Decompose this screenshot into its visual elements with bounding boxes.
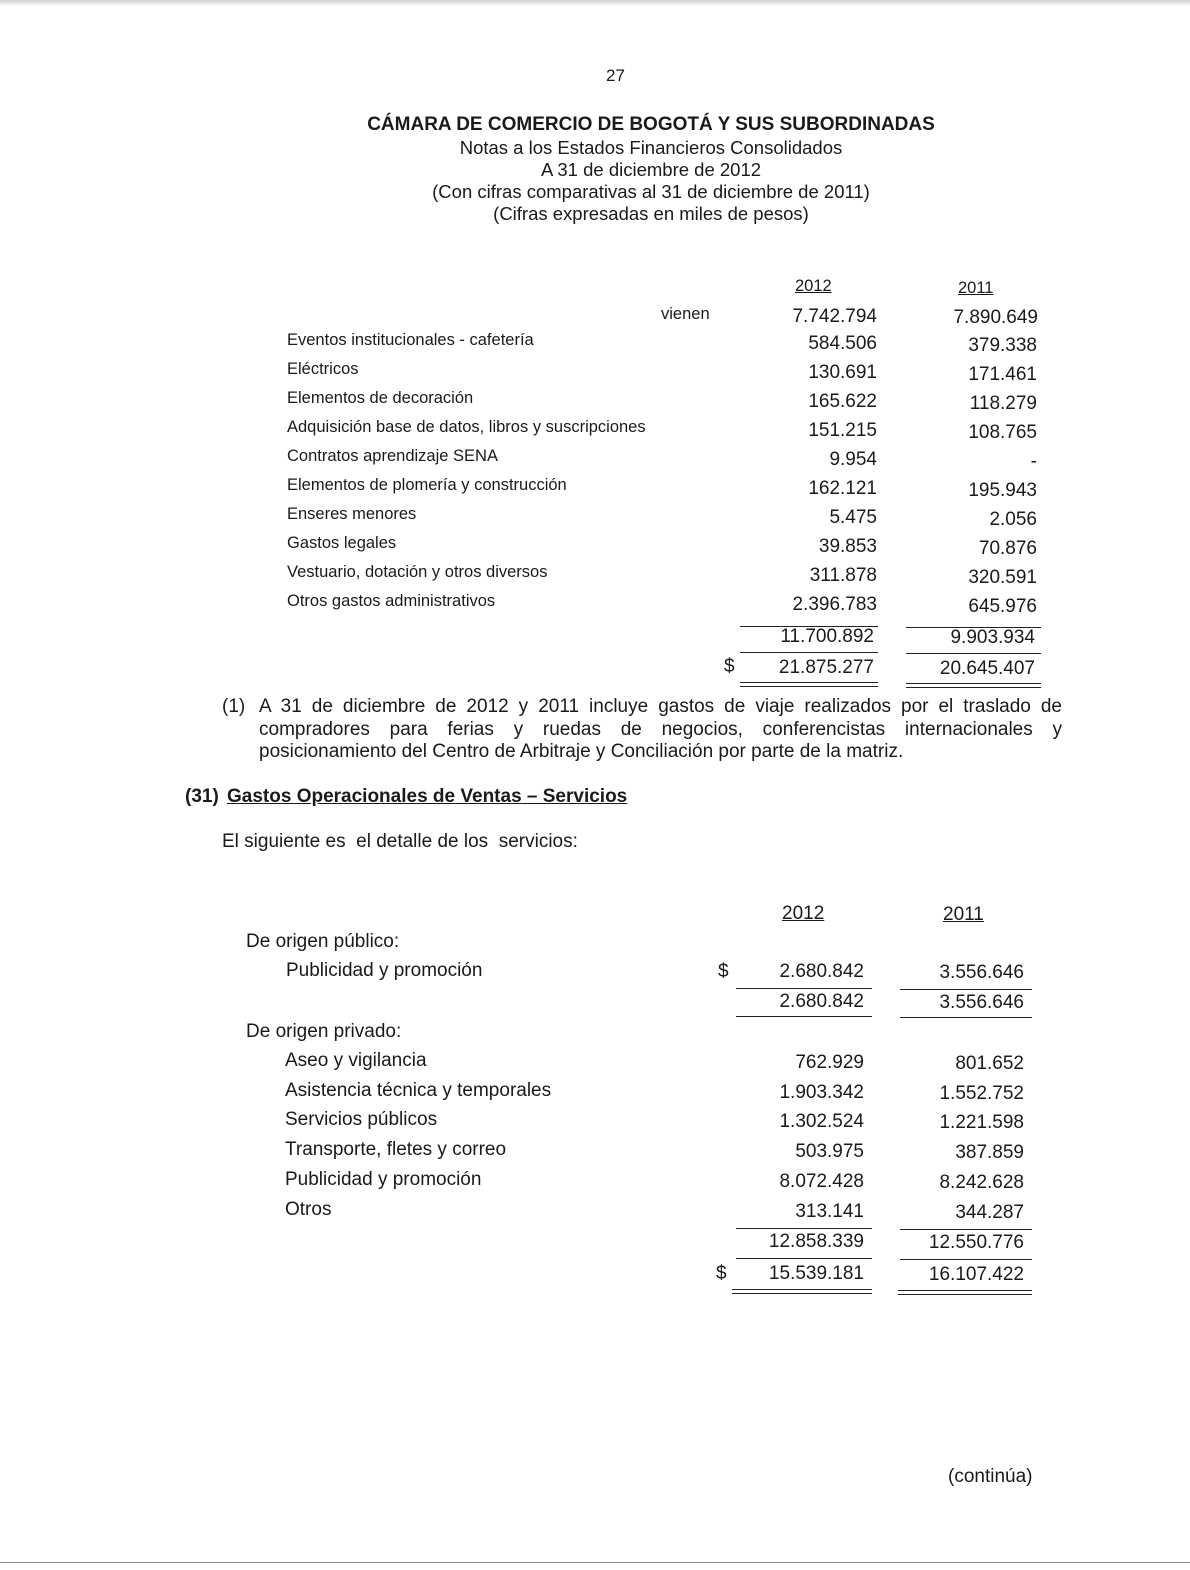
table1-row-2012: 2.396.783	[792, 594, 877, 615]
table1-row-2011: 195.943	[968, 480, 1037, 501]
table1-row-2012: 9.954	[829, 449, 877, 470]
footnote-line-2: compradores para ferias y ruedas de negocios, conferencistas internacionales y	[259, 719, 1062, 740]
table1-row-2011: 108.765	[968, 422, 1037, 443]
table1-total-2011: 20.645.407	[939, 658, 1035, 679]
section-intro: El siguiente es el detalle de los servicios:	[222, 831, 578, 852]
privado-row-2011: 387.859	[955, 1142, 1024, 1164]
table1-row-2012: 151.215	[808, 420, 877, 441]
header-subtitle: Notas a los Estados Financieros Consolidados	[459, 137, 843, 158]
publico-row-label: Publicidad y promoción	[286, 960, 483, 981]
table1-row-2012: 5.475	[829, 507, 877, 528]
table1-double-rule-2011-b	[906, 687, 1041, 688]
publico-subtotal-2011: 3.556.646	[939, 992, 1024, 1013]
footnote-line-3: posicionamiento del Centro de Arbitraje y Conciliación por parte de la matriz.	[259, 741, 904, 762]
privado-rule-2011	[900, 1229, 1032, 1230]
carried-2012: 7.742.794	[792, 306, 877, 327]
privado-rule-2012	[736, 1228, 872, 1229]
privado-group-label: De origen privado:	[246, 1021, 402, 1042]
privado-row-2012: 313.141	[795, 1200, 864, 1222]
scan-top-edge	[0, 0, 1190, 6]
table1-row-2011: 379.338	[968, 335, 1037, 356]
section-number: (31)	[185, 786, 219, 807]
privado-row-2012: 1.302.524	[779, 1111, 864, 1133]
table1-row-2012: 162.121	[808, 478, 877, 499]
table1-double-rule-2011-a	[906, 683, 1041, 684]
table1-col-2011: 2011	[958, 279, 994, 297]
privado-row-2011: 8.242.628	[939, 1171, 1024, 1193]
privado-row-label: Publicidad y promoción	[285, 1168, 482, 1190]
publico-row-2012: 2.680.842	[779, 961, 864, 982]
publico-currency: $	[718, 961, 729, 982]
carried-2011: 7.890.649	[953, 307, 1038, 328]
privado-row-2012: 762.929	[795, 1052, 864, 1073]
header-units: (Cifras expresadas en miles de pesos)	[493, 203, 809, 224]
table1-row-label: Adquisición base de datos, libros y suscripciones	[287, 418, 646, 436]
table2-double-rule-2011-b	[898, 1294, 1032, 1295]
table1-row-2011: -	[1030, 451, 1037, 472]
table1-row-2012: 584.506	[808, 333, 877, 354]
table2-col-2012: 2012	[782, 903, 825, 924]
table2-double-rule-2012-a	[732, 1289, 872, 1290]
scan-bottom-edge	[0, 1562, 1190, 1563]
table1-row-2011: 171.461	[968, 364, 1037, 385]
table2-double-rule-2012-b	[732, 1293, 872, 1294]
privado-row-label: Servicios públicos	[285, 1109, 438, 1131]
table1-row-label: Gastos legales	[287, 534, 397, 552]
publico-row-2011: 3.556.646	[939, 962, 1024, 983]
table1-row-2012: 311.878	[809, 565, 877, 586]
table2-total-2012: 15.539.181	[768, 1263, 864, 1284]
header-date: A 31 de diciembre de 2012	[540, 159, 762, 180]
table1-row-2011: 118.279	[969, 393, 1037, 414]
footnote-line-1: A 31 de diciembre de 2012 y 2011 incluye gastos de viaje realizados por el traslado de	[259, 696, 1062, 717]
privado-row-2011: 344.287	[955, 1201, 1024, 1223]
header-comparative: (Con cifras comparativas al 31 de diciembre de 2011)	[432, 181, 870, 202]
table1-subtotal-2011: 9.903.934	[950, 627, 1035, 648]
carried-forward-label: vienen	[661, 305, 710, 323]
privado-row-label: Aseo y vigilancia	[285, 1050, 427, 1071]
table1-row-label: Elementos de decoración	[287, 389, 474, 407]
privado-subtotal-rule-2012	[736, 1258, 872, 1259]
publico-subtotal-rule-2011	[900, 1017, 1032, 1018]
privado-subtotal-2012: 12.858.339	[768, 1231, 864, 1252]
table1-row-2012: 130.691	[808, 362, 877, 383]
page-number: 27	[606, 66, 625, 85]
table1-total-2012: 21.875.277	[778, 657, 874, 678]
table1-row-2012: 39.853	[818, 536, 877, 557]
continues-note: (continúa)	[948, 1466, 1033, 1487]
table1-row-2011: 645.976	[968, 596, 1037, 617]
publico-subtotal-rule-2012	[736, 1016, 872, 1017]
table1-row-2011: 2.056	[989, 509, 1037, 530]
footnote-marker: (1)	[222, 696, 246, 717]
privado-row-label: Asistencia técnica y temporales	[285, 1079, 552, 1101]
table1-row-label: Eléctricos	[287, 360, 359, 378]
privado-row-2011: 1.552.752	[939, 1082, 1024, 1104]
org-title: CÁMARA DE COMERCIO DE BOGOTÁ Y SUS SUBORDINADAS	[367, 114, 935, 135]
table2-double-rule-2011-a	[898, 1290, 1032, 1291]
section-title: Gastos Operacionales de Ventas – Servicios	[227, 786, 628, 807]
table1-col-2012: 2012	[795, 277, 832, 295]
table1-row-label: Otros gastos administrativos	[287, 592, 496, 610]
table1-row-label: Elementos de plomería y construcción	[287, 476, 567, 494]
table1-row-label: Enseres menores	[287, 505, 417, 523]
table1-total-rule-2011	[906, 653, 1041, 654]
table1-row-2011: 320.591	[968, 567, 1037, 588]
table1-subtotal-2012: 11.700.892	[780, 626, 874, 647]
table1-row-label: Vestuario, dotación y otros diversos	[287, 563, 548, 581]
publico-subtotal-2012: 2.680.842	[779, 991, 864, 1012]
privado-row-label: Otros	[285, 1198, 332, 1220]
table1-total-rule-2012	[740, 652, 878, 653]
table1-row-label: Contratos aprendizaje SENA	[287, 447, 498, 465]
privado-row-2012: 8.072.428	[779, 1170, 864, 1192]
table1-double-rule-2012-a	[740, 682, 878, 683]
table1-row-label: Eventos institucionales - cafetería	[287, 331, 534, 349]
privado-row-2012: 1.903.342	[779, 1081, 864, 1103]
publico-rule-2012	[736, 988, 872, 989]
privado-subtotal-rule-2011	[900, 1259, 1032, 1260]
table1-row-2012: 165.622	[808, 391, 877, 412]
privado-row-label: Transporte, fletes y correo	[285, 1139, 507, 1161]
table1-row-2011: 70.876	[978, 538, 1037, 559]
table1-double-rule-2012-b	[740, 686, 878, 687]
privado-row-2011: 801.652	[955, 1053, 1024, 1074]
privado-subtotal-2011: 12.550.776	[928, 1232, 1024, 1253]
publico-rule-2011	[900, 989, 1032, 990]
table1-currency: $	[724, 656, 735, 677]
publico-group-label: De origen público:	[246, 931, 400, 952]
table2-total-2011: 16.107.422	[928, 1264, 1024, 1285]
privado-row-2012: 503.975	[795, 1141, 864, 1163]
table2-col-2011: 2011	[943, 904, 984, 925]
privado-row-2011: 1.221.598	[939, 1112, 1024, 1134]
table2-currency: $	[716, 1263, 727, 1284]
